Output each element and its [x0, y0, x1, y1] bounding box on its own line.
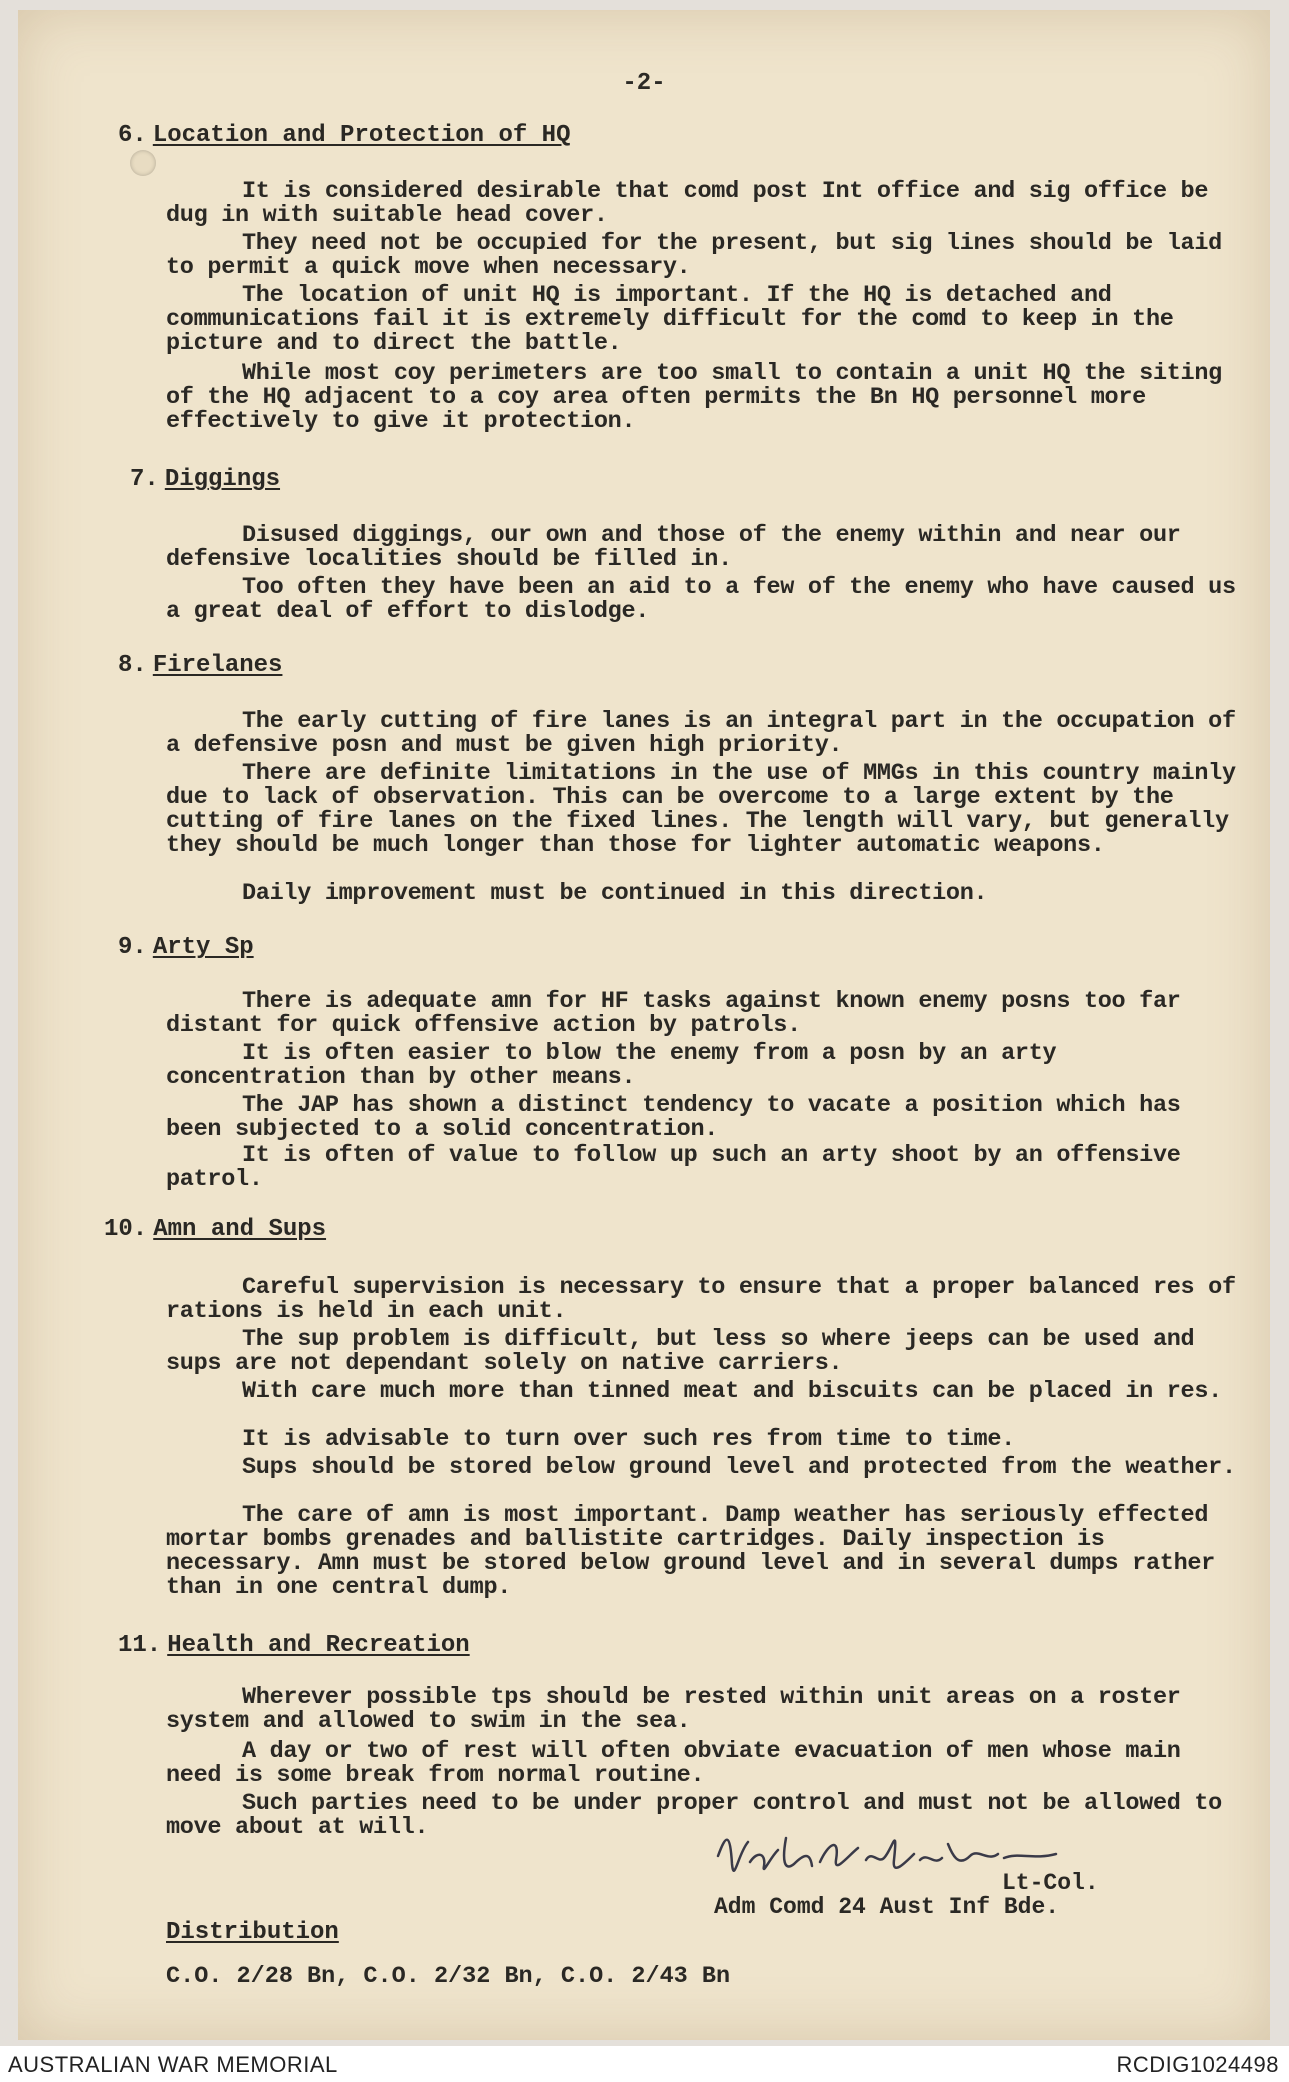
archive-footer: [0, 2046, 1289, 2082]
section-title: Arty Sp: [152, 934, 254, 961]
paragraph: It is often easier to blow the enemy from a posn by an arty concentration than by other means.: [166, 1040, 1057, 1091]
section-number: 10.: [104, 1216, 148, 1243]
punch-hole: [130, 150, 156, 176]
section-number: 9.: [118, 934, 147, 961]
paragraph: Careful supervision is necessary to ensure that a proper balanced res of rations is held in each unit.: [166, 1274, 1236, 1325]
paragraph: With care much more than tinned meat and biscuits can be placed in res.: [242, 1378, 1222, 1405]
paragraph: A day or two of rest will often obviate evacuation of men whose main need is some break from normal routine.: [166, 1738, 1181, 1789]
page-number: -2-: [622, 70, 666, 97]
paragraph: Disused diggings, our own and those of the enemy within and near our defensive localities should be filled in.: [166, 522, 1181, 573]
section-heading: [118, 934, 254, 961]
section-heading: [130, 466, 280, 493]
section-title: Amn and Sups: [153, 1216, 327, 1243]
paragraph: There are definite limitations in the use of MMGs in this country mainly due to lack of observation. This can be overcome to a large extent by the cutting of fire lanes on the fixed lines. The length will vary, but generally they should be much longer than those for lighter automatic weapons.: [166, 760, 1236, 859]
paragraph: While most coy perimeters are too small to contain a unit HQ the siting of the HQ adjacent to a coy area often permits the Bn HQ personnel more effectively to give it protection.: [166, 360, 1222, 435]
paragraph: The early cutting of fire lanes is an integral part in the occupation of a defensive posn and must be given high priority.: [166, 708, 1236, 759]
paragraph: It is advisable to turn over such res from time to time.: [242, 1426, 1015, 1453]
paragraph: It is often of value to follow up such an arty shoot by an offensive patrol.: [166, 1142, 1181, 1193]
section-title: Firelanes: [152, 652, 283, 679]
distribution-heading: Distribution: [166, 1919, 339, 1946]
archive-reference: RCDIG1024498: [1116, 2052, 1279, 2077]
section-heading: [118, 122, 570, 149]
paragraph: The sup problem is difficult, but less so where jeeps can be used and sups are not dependant solely on native carriers.: [166, 1326, 1195, 1377]
paragraph: Sups should be stored below ground level and protected from the weather.: [242, 1454, 1236, 1481]
paragraph: Daily improvement must be continued in this direction.: [242, 880, 988, 907]
paragraph: Too often they have been an aid to a few of the enemy who have caused us a great deal of effort to dislodge.: [166, 574, 1236, 625]
archive-name: AUSTRALIAN WAR MEMORIAL: [8, 2052, 338, 2077]
paragraph: The JAP has shown a distinct tendency to vacate a position which has been subjected to a solid concentration.: [166, 1092, 1181, 1143]
paragraph: The care of amn is most important. Damp weather has seriously effected mortar bombs grenades and ballistite cartridges. Daily inspection is necessary. Amn must be stored below ground level and in several dumps rather than in one central dump.: [166, 1502, 1215, 1601]
section-title: Health and Recreation: [167, 1632, 470, 1659]
section-heading: [118, 652, 282, 679]
section-number: 8.: [118, 652, 147, 679]
document-page: [18, 10, 1270, 2040]
signatory-rank: Lt-Col.: [1002, 1870, 1099, 1896]
paragraph: Such parties need to be under proper control and must not be allowed to move about at will.: [166, 1790, 1222, 1841]
signatory-appointment: Adm Comd 24 Aust Inf Bde.: [714, 1894, 1060, 1920]
section-heading: [118, 1632, 470, 1659]
section-number: 7.: [130, 466, 159, 493]
paragraph: There is adequate amn for HF tasks against known enemy posns too far distant for quick offensive action by patrols.: [166, 988, 1181, 1039]
paragraph: They need not be occupied for the present, but sig lines should be laid to permit a quick move when necessary.: [166, 230, 1222, 281]
paragraph: It is considered desirable that comd post Int office and sig office be dug in with suitable head cover.: [166, 178, 1209, 229]
section-number: 11.: [118, 1632, 162, 1659]
section-heading: [104, 1216, 326, 1243]
section-title: Diggings: [164, 466, 281, 493]
paragraph: Wherever possible tps should be rested within unit areas on a roster system and allowed to swim in the sea.: [166, 1684, 1181, 1735]
distribution-list: C.O. 2/28 Bn, C.O. 2/32 Bn, C.O. 2/43 Bn: [166, 1963, 731, 1990]
paragraph: The location of unit HQ is important. If the HQ is detached and communications fail it is extremely difficult for the comd to keep in the picture and to direct the battle.: [166, 282, 1174, 357]
section-title: Location and Protection of HQ: [152, 122, 571, 149]
section-number: 6.: [118, 122, 147, 149]
